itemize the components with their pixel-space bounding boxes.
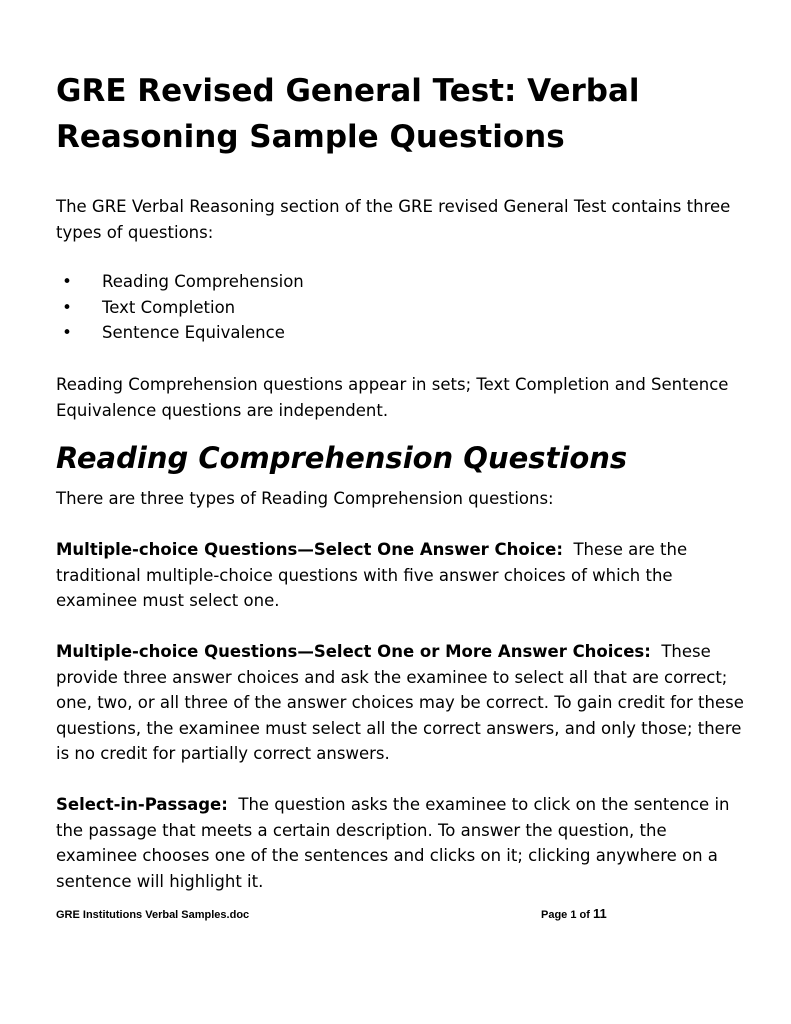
question-type-description: The question asks the examinee to click on the sentence in the passage that meets a certain description. To answer the question, the examinee chooses one of the sentences and clicks on it; clicking anywhere on a sentence will highlight it. bbox=[56, 795, 730, 891]
question-type-term: Multiple-choice Questions—Select One or More Answer Choices: bbox=[56, 642, 651, 661]
question-type-description: These are the traditional multiple-choice questions with five answer choices of which the examinee must select one. bbox=[56, 540, 688, 610]
total-pages: 11 bbox=[592, 906, 607, 921]
page-label: Page 1 of bbox=[541, 909, 590, 921]
question-type-description: These provide three answer choices and ask the examinee to select all that are correct; one, two, or all three of the answer choices may be correct. To gain credit for these questions, the examinee must select all the correct answers, and only those; there is no credit for partially correct answers. bbox=[56, 642, 744, 763]
question-type-term: Select-in-Passage: bbox=[56, 795, 228, 814]
bullet-icon: • bbox=[62, 272, 72, 291]
bullet-icon: • bbox=[62, 297, 72, 317]
section-intro-paragraph: There are three types of Reading Comprehension questions: bbox=[56, 489, 554, 508]
title-line-1: GRE Revised General Test: Verbal bbox=[56, 73, 640, 109]
list-item-label: Sentence Equivalence bbox=[102, 323, 285, 342]
question-type-multiple-choice bbox=[56, 639, 746, 767]
question-type-term: Multiple-choice Questions—Select One Answer Choice: bbox=[56, 540, 563, 559]
question-types-list bbox=[56, 269, 304, 346]
question-type-single-choice bbox=[56, 537, 746, 614]
section-heading: Reading Comprehension Questions bbox=[56, 441, 628, 475]
list-item-label: Text Completion bbox=[102, 297, 236, 317]
title-line-2: Reasoning Sample Questions bbox=[56, 119, 565, 155]
intro-paragraph: The GRE Verbal Reasoning section of the GRE revised General Test contains three types of questions: bbox=[56, 197, 731, 242]
footer-filename: GRE Institutions Verbal Samples.doc bbox=[56, 909, 250, 921]
list-item bbox=[56, 295, 304, 321]
footer-page-number bbox=[541, 906, 607, 923]
list-item bbox=[56, 269, 304, 295]
question-type-select-in-passage bbox=[56, 792, 746, 894]
bullet-icon: • bbox=[62, 323, 72, 342]
list-item-label: Reading Comprehension bbox=[102, 272, 304, 291]
list-item bbox=[56, 320, 304, 346]
rc-note-paragraph: Reading Comprehension questions appear in sets; Text Completion and Sentence Equivalence questions are independent. bbox=[56, 375, 729, 420]
document-title bbox=[56, 68, 756, 160]
